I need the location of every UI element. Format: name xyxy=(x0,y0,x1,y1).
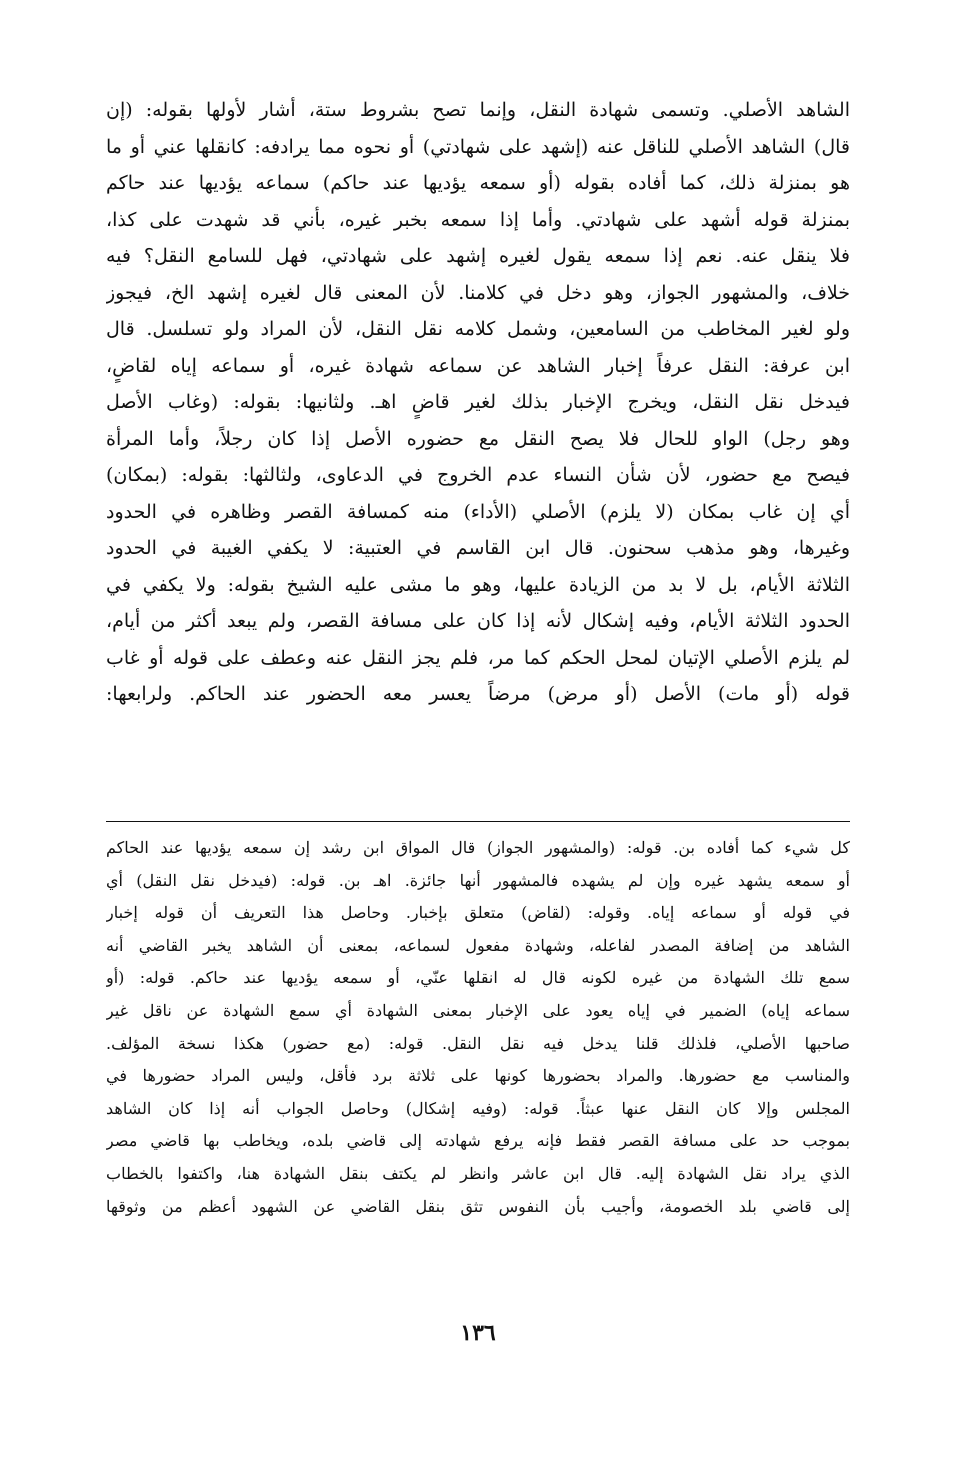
footnote-line: إلى قاضي بلد الخصومة، وأجيب بأن النفوس تثق بنقل القاضي عن الشهود أعظم من وثوقها xyxy=(106,1196,850,1216)
footnote-line: كل شيء كما أفاده بن. قوله: (والمشهور الجواز) قال المواق ابن رشد إن سمعه يؤديها عند الحاكم xyxy=(106,838,850,857)
main-text-line: الثلاثة الأيام، بل لا بد من الزيادة عليها، وهو ما مشى عليه الشيخ بقوله: ولا يكفي في xyxy=(106,573,850,596)
main-text-line: لم يلزم الأصلي الإتيان لمحل الحكم كما مر، فلم يجز النقل عنه وعطف على قوله أو غاب xyxy=(106,646,850,669)
main-text-line: فيصح مع حضور، لأن شأن النساء عدم الخروج في الدعاوى، ولثالثها: بقوله: (بمكان) xyxy=(106,464,850,486)
main-text-line: قال) الشاهد الأصلي للناقل عنه (إشهد على شهادتي) أو نحوه مما يرادفه: كانقلها عني أو ما xyxy=(106,135,850,158)
footnote-line: صاحبها الأصلي، فلذلك قلنا يدخل فيه نقل النقل. قوله: (مع حضور) هكذا نسخة المؤلف. xyxy=(106,1033,850,1053)
footnote-line: سمع تلك الشهادة من غيره لكونه قال له انقلها عنّي، أو سمعه يؤديها عند حاكم. قوله: (أو xyxy=(106,968,850,988)
footnote-line: في قوله أو سماعه إياه. وقوله: (لقاض) متعلق بإخبار. وحاصل هذا التعريف أن قوله إخبار xyxy=(106,903,850,923)
main-text-line: فلا ينقل عنه. نعم إذا سمعه يقول لغيره إشهد على شهادتي، فهل للسامع النقل؟ فيه xyxy=(106,245,850,267)
main-text-block xyxy=(106,92,850,713)
footnote-line: المجلس وإلا كان النقل عنها عبثاً. قوله: (وفيه إشكال) وحاصل الجواب أنه إذا كان الشاهد xyxy=(106,1098,850,1118)
main-text-line: وهو رجل) الواو للحال فلا يصح النقل مع حضوره الأصل إذا كان رجلاً، وأما المرأة xyxy=(106,427,850,450)
main-text-line: الشاهد الأصلي. وتسمى شهادة النقل، وإنما تصح بشروط ستة، أشار لأولها بقوله: (إن xyxy=(106,99,850,121)
page-number: ١٣٦ xyxy=(460,1320,496,1346)
main-text-line: ولو لغير المخاطب من السامعين، وشمل كلامه نقل النقل، لأن المراد ولو تسلسل. قال xyxy=(106,318,850,340)
footnote-line: الذي يراد نقل الشهادة إليه. قال ابن عاشر وانظر لم يكتف بنقل الشهادة هنا، واكتفوا بالخطاب xyxy=(106,1163,850,1183)
main-text-line: ابن عرفة: النقل عرفاً إخبار الشاهد عن سماعه شهادة غيره، أو سماعه إياه لقاضٍ، xyxy=(106,354,850,377)
main-text-line: وغيرها، وهو مذهب سحنون. قال ابن القاسم في العتبية: لا يكفي الغيبة في الحدود xyxy=(106,537,850,559)
footnote-line: الشاهد من إضافة المصدر لفاعله، وشهادة مفعول لسماعه، بمعنى أن الشاهد يخبر القاضي أنه xyxy=(106,935,850,955)
main-text-line: هو بمنزلة ذلك، كما أفاده بقوله (أو سمعه يؤديها عند حاكم) سماعه يؤديها عند حاكم xyxy=(106,172,850,194)
footnote-line: بموجب حد على مسافة القصر فقط فإنه يرفع شهادته إلى قاضي بلده، ويخاطب بها قاضي مصر xyxy=(106,1131,850,1151)
main-text-line: فيدخل نقل النقل، ويخرج الإخبار بذلك لغير قاضٍ اهـ. ولثانيها: بقوله: (وغاب الأصل xyxy=(106,391,850,413)
main-text-line: أي إن غاب بمكان (لا يلزم) الأصلي (الأداء) منه كمسافة القصر وظاهره في الحدود xyxy=(106,500,850,523)
main-text-line: قوله (أو مات) الأصل (أو مرض) مرضاً يعسر معه الحضور عند الحاكم. ولرابعها: xyxy=(106,683,850,705)
main-text-line: خلاف، والمشهور الجواز، وهو دخل في كلامنا. لأن المعنى قال لغيره إشهد الخ، فيجوز xyxy=(106,281,850,304)
main-text-line: بمنزلة قوله أشهد على شهادتي. وأما إذا سمعه بخبر غيره، بأني قد شهدت على كذا، xyxy=(106,208,850,231)
footnote-divider xyxy=(106,821,850,822)
main-text-line: الحدود الثلاثة الأيام، وفيه إشكال لأنه إذا كان على مسافة القصر، ولم يبعد أكثر من أيام، xyxy=(106,610,850,632)
footnote-line: والمناسب مع حضورها. والمراد بحضورها كونها على ثلاثة برد فأقل، وليس المراد حضورها في xyxy=(106,1066,850,1086)
footnote-line: سماعه إياه) الضمير في إياه يعود على الإخبار بمعنى الشهادة أي سمع الشهادة عن ناقل غير xyxy=(106,1000,850,1020)
footnotes-block xyxy=(106,832,850,1223)
footnote-line: أو سمعه يشهد غيره وإن لم يشهده فالمشهور أنها جائزة. اهـ بن. قوله: (فيدخل نقل النقل) أي xyxy=(106,870,850,890)
